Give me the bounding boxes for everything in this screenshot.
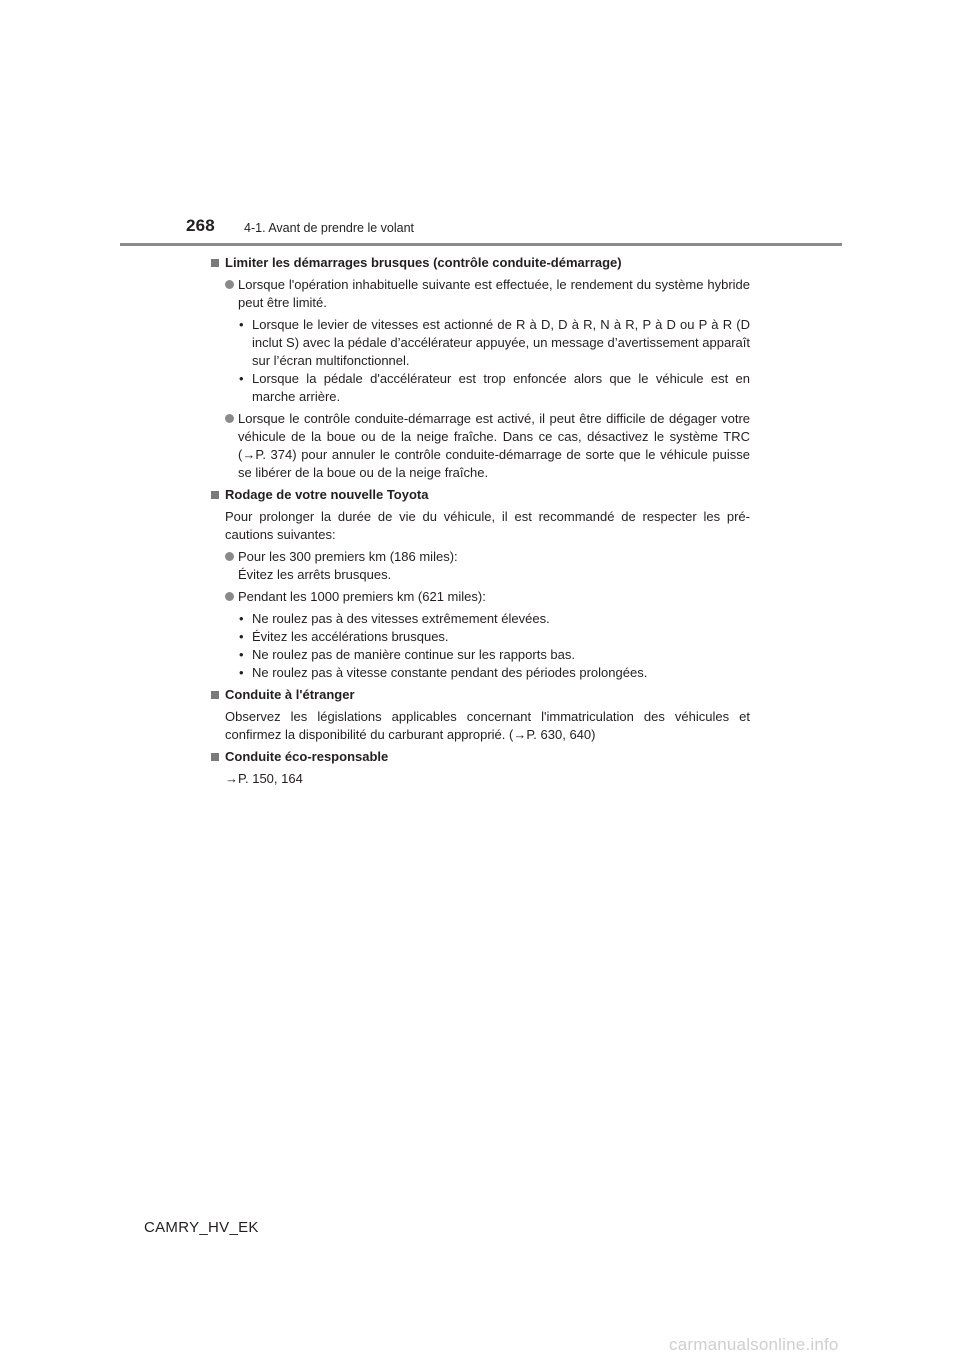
- watermark: carmanualsonline.info: [669, 1335, 839, 1354]
- heading-text: Conduite à l'étranger: [225, 687, 355, 702]
- list-item: [210, 410, 750, 482]
- sub-text: Ne roulez pas à vitesse constante pendant des périodes prolongées.: [252, 665, 648, 680]
- sub-list-item: [210, 628, 750, 646]
- sub-text: Lorsque le levier de vitesses est actionné de R à D, D à R, N à R, P à D ou P à R (D inclut S) avec la pédale d’accélérateur appuyée, un message d’avertissement apparaît sur l’écran multifonctionnel.: [252, 317, 750, 368]
- square-bullet-icon: [211, 691, 219, 699]
- list-item: [210, 548, 750, 584]
- bullet-text: Lorsque le contrôle conduite-démarrage est activé, il peut être difficile de dégager votre véhicule de la boue ou de la neige fraîche. Dans ce cas, désactivez le système TRC (→P. 374) pour annuler le contrôle conduite-démarrage de sorte que le véhicule puisse se libérer de la boue ou de la neige fraîche.: [238, 411, 750, 480]
- dot-marker: •: [239, 611, 244, 626]
- dot-marker: •: [239, 629, 244, 644]
- sub-text: Ne roulez pas à des vitesses extrêmement élevées.: [252, 611, 550, 626]
- sub-list-item: [210, 646, 750, 664]
- square-bullet-icon: [211, 259, 219, 267]
- list-item: [210, 276, 750, 312]
- sub-list-item: [210, 610, 750, 628]
- heading-text: Conduite éco-responsable: [225, 749, 389, 764]
- round-bullet-icon: [225, 592, 234, 601]
- sub-text: Évitez les accélérations brusques.: [252, 629, 449, 644]
- sub-list-item: [210, 316, 750, 370]
- page-content: [210, 254, 750, 792]
- section-title: 4-1. Avant de prendre le volant: [244, 221, 415, 235]
- section-heading-driving-abroad: [210, 686, 750, 704]
- square-bullet-icon: [211, 753, 219, 761]
- bullet-text: Pendant les 1000 premiers km (621 miles):: [238, 589, 486, 604]
- bullet-text: Lorsque l'opération inhabituelle suivante est effectuée, le rendement du système hybride peut être limité.: [238, 277, 750, 310]
- section-heading-launch-control: [210, 254, 750, 272]
- sub-text: Ne roulez pas de manière continue sur les rapports bas.: [252, 647, 576, 662]
- round-bullet-icon: [225, 552, 234, 561]
- round-bullet-icon: [225, 280, 234, 289]
- dot-marker: •: [239, 317, 244, 332]
- bullet-text: Pour les 300 premiers km (186 miles):: [238, 549, 458, 564]
- heading-text: Rodage de votre nouvelle Toyota: [225, 487, 429, 502]
- sub-list-item: [210, 664, 750, 682]
- paragraph: Observez les législations applicables concernant l'immatriculation des véhicules et confirmez la disponibilité du carburant approprié. (→P. 630, 640): [225, 709, 750, 742]
- section-heading-break-in: [210, 486, 750, 504]
- dot-marker: •: [239, 665, 244, 680]
- page-reference: →P. 150, 164: [225, 771, 303, 786]
- heading-text: Limiter les démarrages brusques (contrôle conduite-démarrage): [225, 255, 622, 270]
- header-rule: [120, 243, 842, 246]
- sub-list-item: [210, 370, 750, 406]
- round-bullet-icon: [225, 414, 234, 423]
- sub-text: Lorsque la pédale d'accélérateur est trop enfoncée alors que le véhicule est en marche arrière.: [252, 371, 750, 404]
- square-bullet-icon: [211, 491, 219, 499]
- dot-marker: •: [239, 371, 244, 386]
- list-item: [210, 588, 750, 606]
- bullet-text: Évitez les arrêts brusques.: [238, 567, 392, 582]
- section-heading-eco-driving: [210, 748, 750, 766]
- footer-code: CAMRY_HV_EK: [144, 1219, 259, 1236]
- page-number: 268: [186, 216, 215, 235]
- dot-marker: •: [239, 647, 244, 662]
- paragraph: Pour prolonger la durée de vie du véhicule, il est recommandé de respecter les pré-cautions suivantes:: [225, 509, 750, 542]
